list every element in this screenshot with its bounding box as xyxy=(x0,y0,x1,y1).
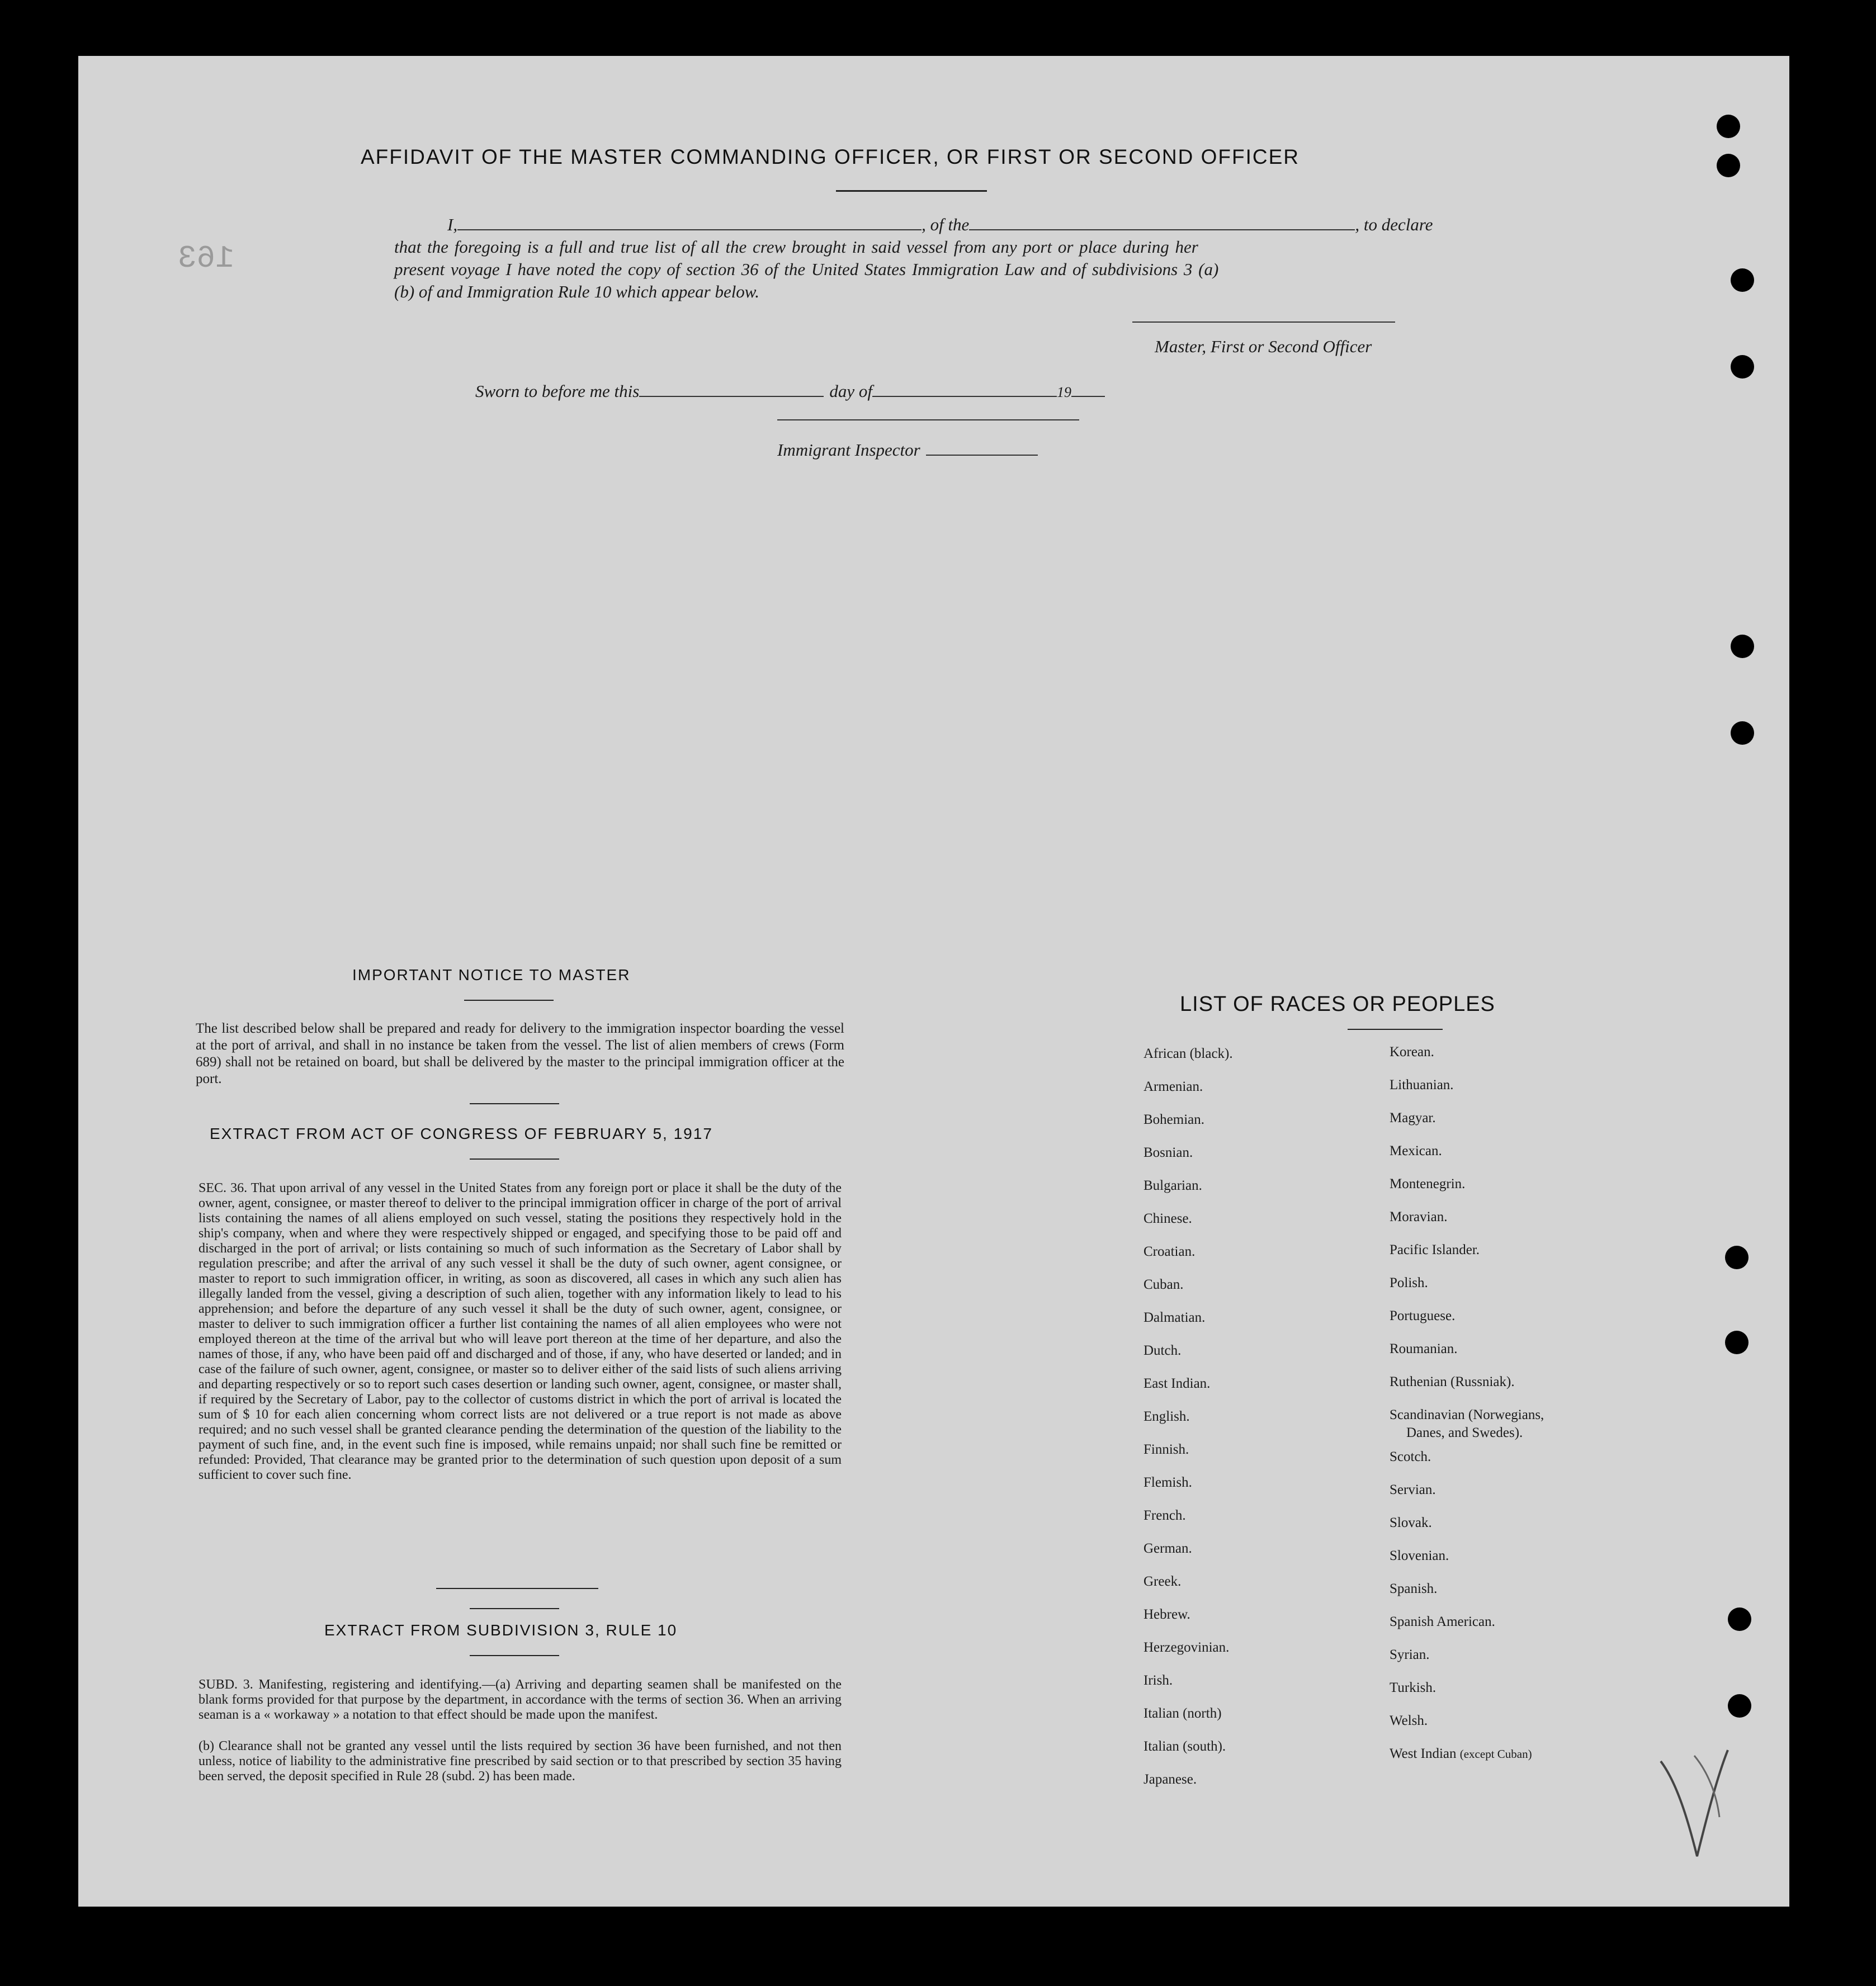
day-of-label: day of xyxy=(829,381,872,401)
race-item: Scotch. xyxy=(1390,1449,1431,1464)
race-item: Hebrew. xyxy=(1143,1607,1190,1622)
race-item xyxy=(1390,1398,1544,1442)
affidavit-line4: (b) of and Immigration Rule 10 which appear below. xyxy=(394,282,759,301)
race-item: Armenian. xyxy=(1143,1079,1203,1094)
important-notice-body: The list described below shall be prepared and ready for delivery to the immigration inspector boarding the vessel at the port of arrival, and shall in no instance be taken from the vessel. The list of alien members of crews (Form 689) shall not be retained on board, but shall be delivered by the master to the principal immigration officer at the port. xyxy=(196,1021,844,1086)
master-signature-line[interactable] xyxy=(1132,321,1395,323)
race-item: Spanish American. xyxy=(1390,1614,1495,1629)
race-item xyxy=(1390,1737,1544,1771)
race-item: Korean. xyxy=(1390,1044,1434,1060)
master-name-field[interactable] xyxy=(457,215,922,230)
sworn-day-field[interactable] xyxy=(639,381,824,397)
inspector-line xyxy=(777,439,1038,461)
extract-rule-short-rule xyxy=(470,1608,559,1609)
race-item: Polish. xyxy=(1390,1275,1428,1290)
race-item: Turkish. xyxy=(1390,1680,1436,1695)
race-item: Japanese. xyxy=(1143,1772,1197,1787)
race-item: African (black). xyxy=(1143,1046,1233,1061)
inspector-field[interactable] xyxy=(926,440,1038,456)
race-item: Bohemian. xyxy=(1143,1112,1205,1127)
races-column-1 xyxy=(1143,1037,1233,1796)
race-item: Dutch. xyxy=(1143,1343,1182,1358)
race-item: Dalmatian. xyxy=(1143,1310,1206,1325)
binder-hole-icon xyxy=(1728,1607,1751,1631)
sworn-year-field[interactable] xyxy=(1071,381,1105,397)
race-item-note: (except Cuban) xyxy=(1459,1747,1532,1761)
binder-hole-icon xyxy=(1717,154,1740,177)
races-heading: LIST OF RACES OR PEOPLES xyxy=(1180,992,1495,1016)
binder-hole-icon xyxy=(1731,635,1754,658)
race-item: Montenegrin. xyxy=(1390,1176,1466,1191)
binder-hole-icon xyxy=(1731,355,1754,379)
race-item: Moravian. xyxy=(1390,1209,1448,1224)
extract-rule-top-rule xyxy=(436,1588,598,1589)
race-item: Spanish. xyxy=(1390,1581,1438,1596)
affidavit-heading: AFFIDAVIT OF THE MASTER COMMANDING OFFICER, OR FIRST OR SECOND OFFICER xyxy=(361,145,1300,168)
race-item: Cuban. xyxy=(1143,1277,1184,1292)
race-item: Welsh. xyxy=(1390,1713,1428,1728)
binder-hole-icon xyxy=(1731,721,1754,745)
race-item-label: West Indian xyxy=(1390,1746,1457,1761)
race-item: Syrian. xyxy=(1390,1647,1430,1662)
affidavit-i: I, xyxy=(447,215,458,234)
sworn-line xyxy=(475,380,1105,404)
race-item: Slovak. xyxy=(1390,1515,1432,1530)
signer-label: Master, First or Second Officer xyxy=(1155,337,1372,356)
race-item: East Indian. xyxy=(1143,1376,1211,1391)
race-item: Ruthenian (Russniak). xyxy=(1390,1374,1515,1389)
heading-underline xyxy=(836,190,987,192)
extract-act-underline xyxy=(470,1158,559,1160)
race-item: Herzegovinian. xyxy=(1143,1640,1230,1655)
race-item: German. xyxy=(1143,1541,1192,1556)
race-item: Irish. xyxy=(1143,1673,1173,1688)
affidavit-line2: that the foregoing is a full and true list of all the crew brought in said vessel from any port or place during her xyxy=(394,237,1198,257)
race-item: Italian (north) xyxy=(1143,1706,1222,1721)
race-item: Chinese. xyxy=(1143,1211,1192,1226)
race-item: Croatian. xyxy=(1143,1244,1195,1259)
extract-act-body: SEC. 36. That upon arrival of any vessel in the United States from any foreign port or place it shall be the duty of the owner, agent, consignee, or master thereof to deliver to the principal immigration officer in charge of the port of arrival lists containing the names of all aliens employed on such vessel, stating the positions they respectively hold in the ship's company, when and where they were respectively shipped or engaged, and specifying those to be paid off and discharged in the port of arrival; or lists containing so much of such information as the Secretary of Labor shall by regulation prescribe; and after the arrival of any such vessel it shall be the duty of such owner, agent consignee, or master to report to such immigration officer, in writing, as soon as discovered, all cases in which any such alien has illegally landed from the vessel, giving a description of such alien, together with any information likely to lead to his apprehension; and before the departure of any such vessel it shall be the duty of such owner, agent, consignee, or master to deliver to such immigration officer a further list containing the names of all alien employees who were not employed thereon at the time of the arrival but who will leave port thereon at the time of her departure, and also the names of those, if any, who have been paid off and discharged and of those, if any, who have deserted or landed; and in case of the failure of such owner, agent, consignee, or master so to deliver either of the said lists of such aliens arriving and departing respectively or so to report such cases desertion or landing such owner, agent, consignee, or master shall, if required by the Secretary of Labor, pay to the collector of customs district in which the port of arrival is located the sum of $ 10 for each alien concerning whom correct lists are not delivered or a true report is not made as above required; and no such vessel shall be granted clearance pending the determination of the question of the liability to the payment of such fine, and, in the event such fine is imposed, while remains unpaid; nor shall such fine be remitted or refunded: Provided, That clearance may be granted prior to the determination of such question upon deposit of a sum sufficient to cover such fine. xyxy=(199,1181,842,1482)
extract-rule-heading: EXTRACT FROM SUBDIVISION 3, RULE 10 xyxy=(324,1621,678,1639)
page-number-bleed: 163 xyxy=(178,240,234,276)
notice-underline xyxy=(464,1000,554,1001)
race-item: Bosnian. xyxy=(1143,1145,1193,1160)
race-item: Lithuanian. xyxy=(1390,1077,1454,1093)
race-item: Magyar. xyxy=(1390,1110,1436,1126)
race-item: Portuguese. xyxy=(1390,1308,1456,1323)
race-item: English. xyxy=(1143,1409,1190,1424)
race-item: Roumanian. xyxy=(1390,1341,1458,1356)
race-item-label: Danes, and Swedes). xyxy=(1406,1425,1523,1440)
binder-hole-icon xyxy=(1725,1331,1749,1354)
affidavit-line3: present voyage I have noted the copy of section 36 of the United States Immigration Law and of subdivisions 3 (a) xyxy=(394,259,1219,279)
binder-hole-icon xyxy=(1725,1246,1749,1269)
extract-rule-para-a: SUBD. 3. Manifesting, registering and identifying.—(a) Arriving and departing seamen shall be manifested on the blank forms provided for that purpose by the department, in accordance with the terms of section 36. When an arriving seaman is a « workaway » a notation to that effect should be made upon the manifest. xyxy=(199,1677,842,1722)
sworn-label: Sworn to before me this xyxy=(475,381,640,401)
race-item: Mexican. xyxy=(1390,1143,1442,1158)
document-page xyxy=(78,56,1789,1907)
vessel-name-field[interactable] xyxy=(969,215,1355,230)
extract-rule-underline xyxy=(470,1655,559,1656)
races-underline xyxy=(1348,1029,1443,1030)
inspector-signature-line[interactable] xyxy=(777,419,1079,420)
sworn-month-field[interactable] xyxy=(872,381,1057,397)
extract-act-heading: EXTRACT FROM ACT OF CONGRESS OF FEBRUARY 5, 1917 xyxy=(210,1125,713,1142)
affidavit-of-the: , of the xyxy=(922,215,970,234)
binder-hole-icon xyxy=(1731,268,1754,292)
pencil-check-mark-icon xyxy=(1655,1739,1733,1867)
race-item: Finnish. xyxy=(1143,1442,1189,1457)
race-item: Flemish. xyxy=(1143,1475,1192,1490)
races-column-2 xyxy=(1390,1035,1544,1771)
race-item: Pacific Islander. xyxy=(1390,1242,1480,1257)
extract-act-top-rule xyxy=(470,1103,559,1104)
inspector-label: Immigrant Inspector xyxy=(777,440,920,460)
binder-hole-icon xyxy=(1728,1694,1751,1718)
race-item: French. xyxy=(1143,1508,1186,1523)
race-item: Bulgarian. xyxy=(1143,1178,1202,1193)
race-item: Servian. xyxy=(1390,1482,1436,1497)
extract-rule-para-b: (b) Clearance shall not be granted any vessel until the lists required by section 36 have been furnished, and not then unless, notice of liability to the administrative fine prescribed by said section or to that prescribed by section 35 having been served, the deposit specified in Rule 28 (subd. 2) has been made. xyxy=(199,1739,842,1784)
race-item: Slovenian. xyxy=(1390,1548,1449,1563)
race-item: Italian (south). xyxy=(1143,1739,1226,1754)
affidavit-line1 xyxy=(394,214,1568,236)
affidavit-to-declare: , to declare xyxy=(1355,215,1433,234)
race-item-label: Scandinavian (Norwegians, xyxy=(1390,1407,1544,1422)
binder-hole-icon xyxy=(1717,115,1740,138)
race-item: Greek. xyxy=(1143,1574,1182,1589)
important-notice-heading: IMPORTANT NOTICE TO MASTER xyxy=(352,966,631,983)
year-prefix: 19 xyxy=(1056,384,1071,400)
